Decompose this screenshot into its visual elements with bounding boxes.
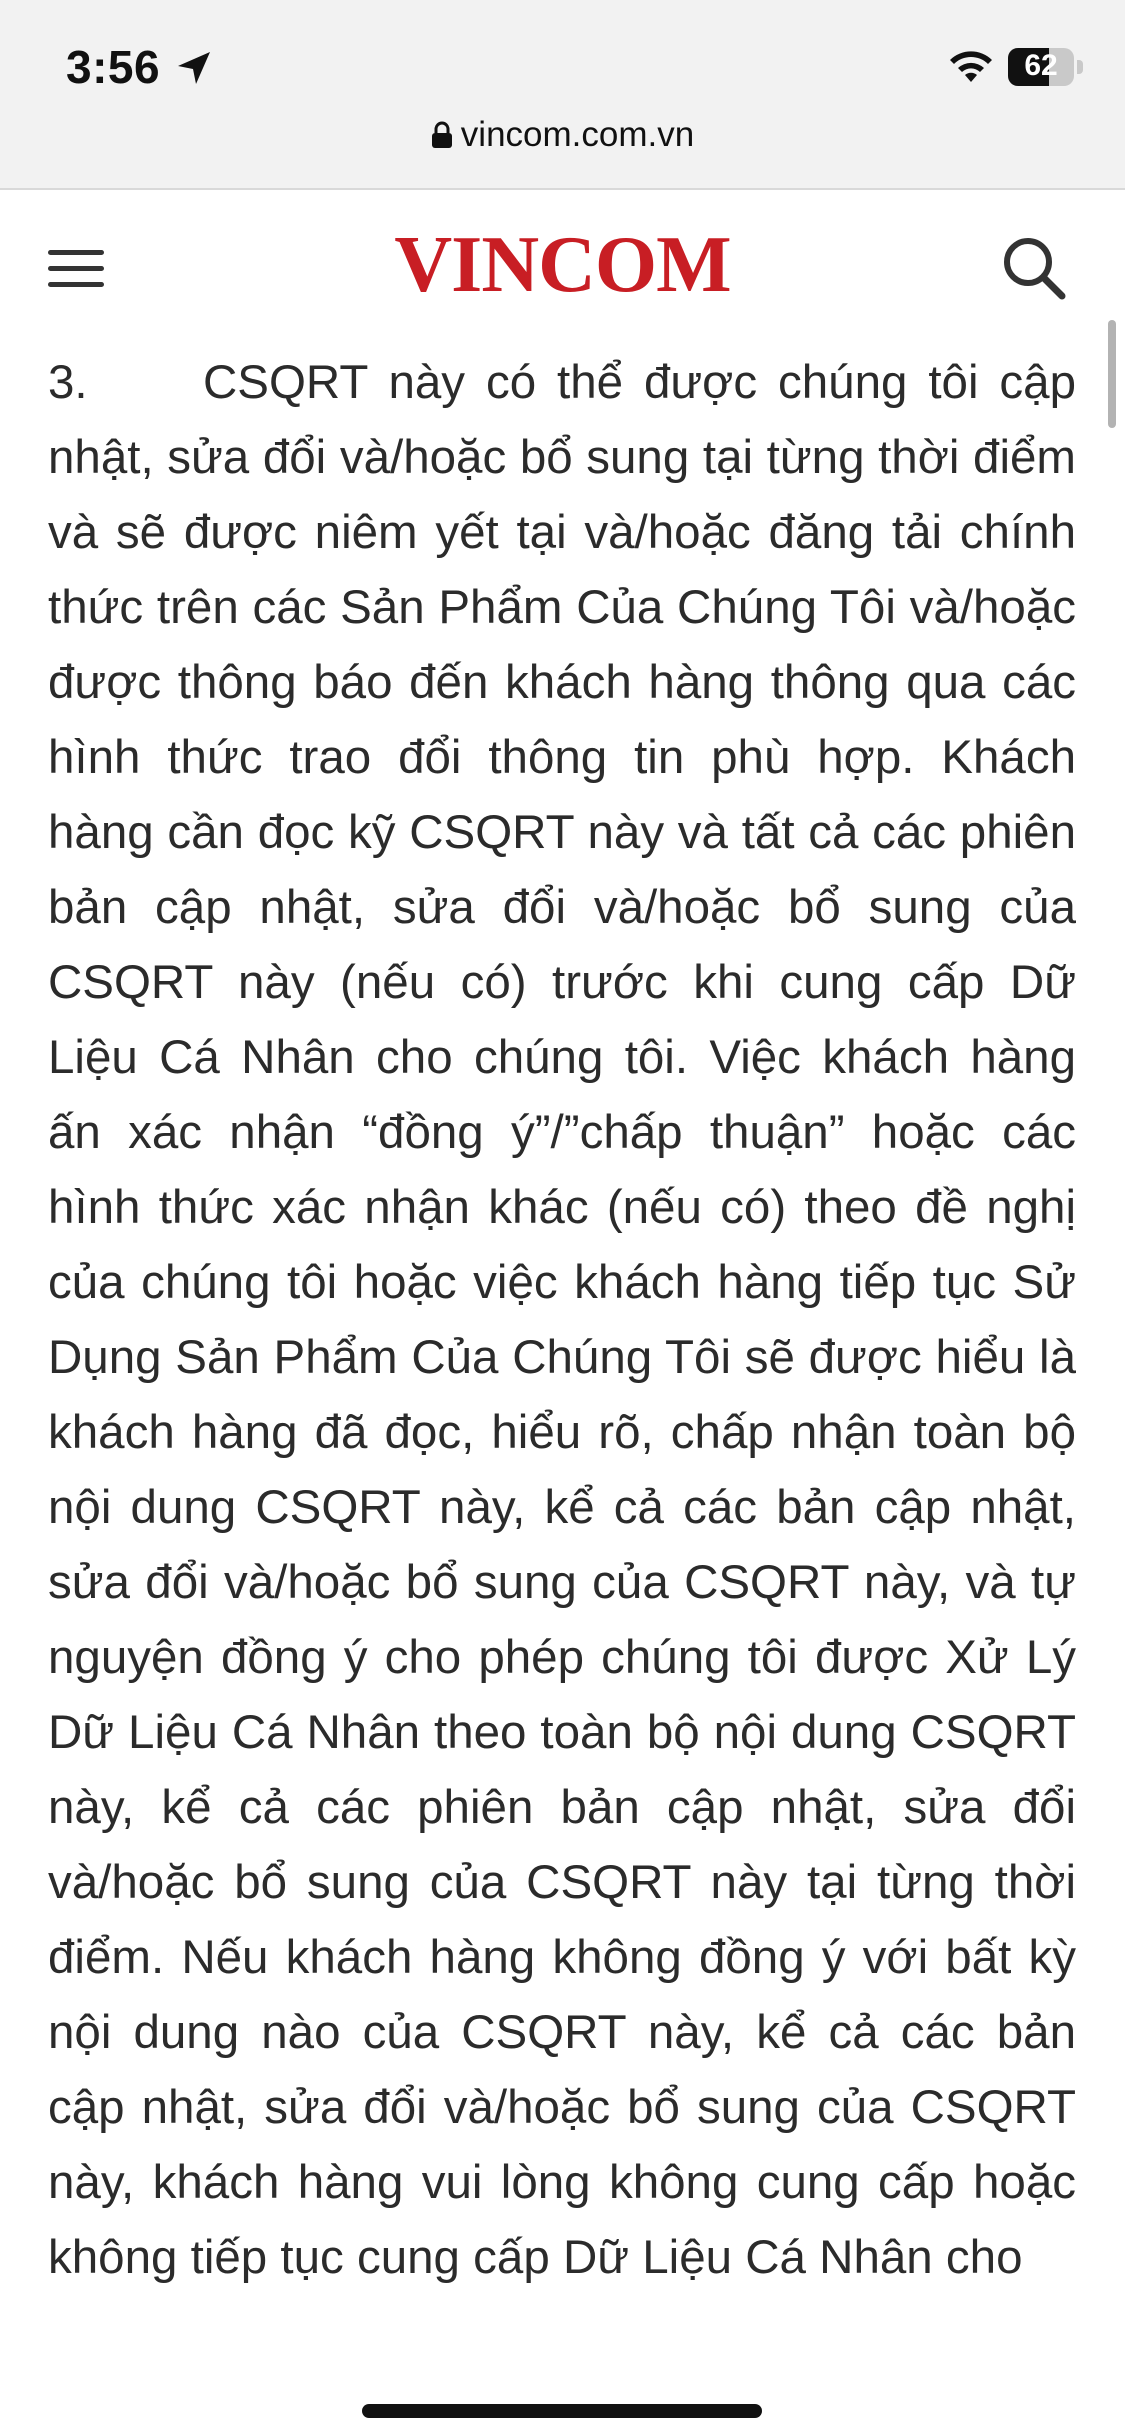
wifi-icon — [946, 46, 996, 84]
browser-top-bar — [0, 0, 1125, 190]
battery-indicator — [1008, 48, 1084, 86]
battery-percent: 62 — [1024, 49, 1058, 82]
status-time: 3:56 — [66, 41, 161, 93]
paragraph-text: CSQRT này có thể được chúng tôi cập nhật, sửa đổi và/hoặc bổ sung tại từng thời điểm và sẽ được niêm yết tại và/hoặc đăng tải chính thức trên các Sản Phẩm Của Chúng Tôi và/hoặc được thông báo đến khách hàng thông qua các hình thức trao đổi thông tin phù hợp. Khách hàng cần đọc kỹ CSQRT này và tất cả các phiên bản cập nhật, sửa đổi và/hoặc bổ sung của CSQRT này (nếu có) trước khi cung cấp Dữ Liệu Cá Nhân cho chúng tôi. Việc khách hàng ấn xác nhận “đồng ý”/”chấp thuận” hoặc các hình thức xác nhận khác (nếu có) theo đề nghị của chúng tôi hoặc việc khách hàng tiếp tục Sử Dụng Sản Phẩm Của Chúng Tôi sẽ được hiểu là khách hàng đã đọc, hiểu rõ, chấp nhận toàn bộ nội dung CSQRT này, kể cả các bản cập nhật, sửa đổi và/hoặc bổ sung của CSQRT này, và tự nguyện đồng ý cho phép chúng tôi được Xử Lý Dữ Liệu Cá Nhân theo toàn bộ nội dung CSQRT này, kể cả các phiên bản cập nhật, sửa đổi và/hoặc bổ sung của CSQRT này tại từng thời điểm. Nếu khách hàng không đồng ý với bất kỳ nội dung nào của CSQRT này, kể cả các bản cập nhật, sửa đổi và/hoặc bổ sung của CSQRT này, khách hàng vui lòng không cung cấp hoặc không tiếp tục cung cấp Dữ Liệu Cá Nhân cho — [48, 356, 1076, 2284]
article-content — [48, 345, 1076, 2436]
site-header — [0, 192, 1125, 332]
url-text: vincom.com.vn — [460, 115, 695, 154]
search-icon[interactable] — [1000, 234, 1068, 302]
home-indicator[interactable] — [362, 2404, 762, 2418]
site-logo[interactable]: VINCOM — [394, 221, 731, 309]
lock-icon — [431, 121, 453, 149]
address-bar[interactable] — [0, 115, 1125, 155]
scrollbar[interactable] — [1108, 320, 1116, 428]
article-paragraph — [48, 345, 1076, 2295]
location-arrow-icon — [174, 48, 214, 88]
item-number: 3. — [48, 356, 88, 409]
